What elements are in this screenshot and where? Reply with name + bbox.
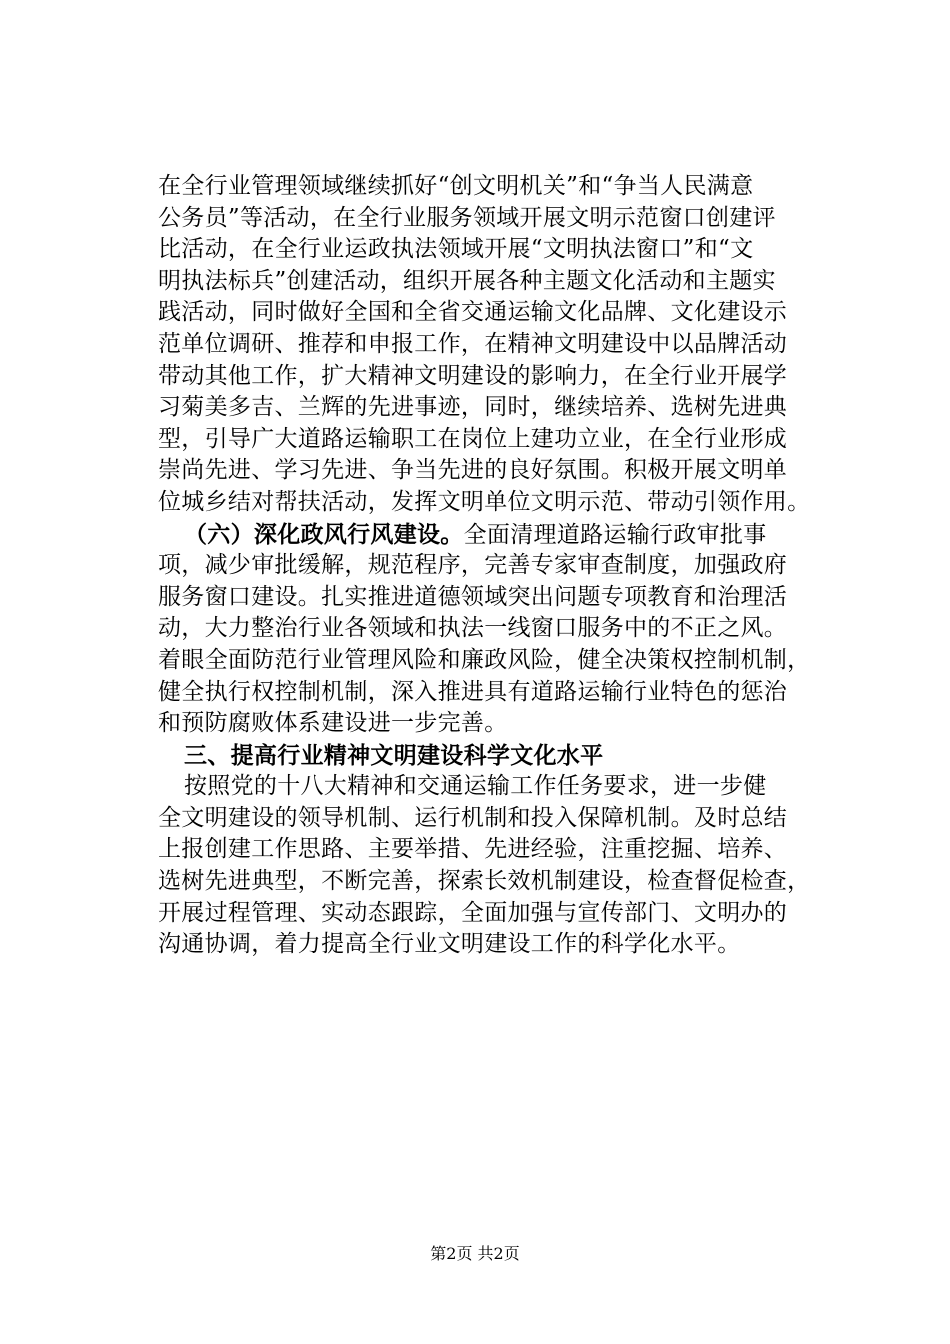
section-6-first-line-text: 全面清理道路运输行政审批事	[463, 521, 767, 548]
paragraph-section-6	[158, 519, 830, 740]
text-line: 服务窗口建设。扎实推进道德领域突出问题专项教育和治理活	[158, 583, 788, 610]
text-line: 位城乡结对帮扶活动，发挥文明单位文明示范、带动引领作用。	[158, 488, 811, 515]
text-line: 公务员”等活动，在全行业服务领域开展文明示范窗口创建评	[158, 204, 776, 231]
text-line: 和预防腐败体系建设进一步完善。	[158, 710, 508, 737]
text-line: 开展过程管理、实动态跟踪，全面加强与宣传部门、文明办的	[158, 899, 788, 926]
text-line	[158, 519, 830, 551]
text-line: 着眼全面防范行业管理风险和廉政风险，健全决策权控制机制，	[158, 646, 811, 673]
page-footer	[0, 1242, 950, 1266]
text-line: 上报创建工作思路、主要举措、先进经验，注重挖掘、培养、	[158, 836, 788, 863]
text-line: 明执法标兵”创建活动，组织开展各种主题文化活动和主题实	[158, 267, 776, 294]
text-line: 项，减少审批缓解，规范程序，完善专家审查制度，加强政府	[158, 552, 788, 579]
text-line: 范单位调研、推荐和申报工作，在精神文明建设中以品牌活动	[158, 330, 788, 357]
text-line: 全文明建设的领导机制、运行机制和投入保障机制。及时总结	[158, 804, 788, 831]
text-line: 践活动，同时做好全国和全省交通运输文化品牌、文化建设示	[158, 299, 788, 326]
text-line: 带动其他工作，扩大精神文明建设的影响力，在全行业开展学	[158, 362, 788, 389]
text-line: 型，引导广大道路运输职工在岗位上建功立业，在全行业形成	[158, 425, 788, 452]
section-3-heading: 三、提高行业精神文明建设科学文化水平	[184, 741, 604, 769]
text-line: 崇尚先进、学习先进、争当先进的良好氛围。积极开展文明单	[158, 457, 788, 484]
text-line: 动，大力整治行业各领域和执法一线窗口服务中的不正之风。	[158, 615, 788, 642]
text-line: 按照党的十八大精神和交通运输工作任务要求，进一步健	[184, 773, 767, 800]
text-line: 习菊美多吉、兰辉的先进事迹，同时，继续培养、选树先进典	[158, 394, 788, 421]
text-line: 健全执行权控制机制，深入推进具有道路运输行业特色的惩治	[158, 678, 788, 705]
text-line: 沟通协调，着力提高全行业文明建设工作的科学化水平。	[158, 931, 741, 958]
page-number-label: 第2页 共2页	[430, 1244, 520, 1263]
section-6-heading: （六）深化政风行风建设。	[184, 520, 464, 548]
paragraph-civilization-activities	[158, 171, 830, 519]
document-body	[158, 171, 830, 961]
paragraph-section-3	[158, 771, 830, 961]
text-line: 在全行业管理领域继续抓好“创文明机关”和“争当人民满意	[158, 173, 754, 199]
text-line: 比活动，在全行业运政执法领域开展“文明执法窗口”和“文	[158, 236, 754, 263]
text-line: 选树先进典型，不断完善，探索长效机制建设，检查督促检查，	[158, 868, 811, 895]
